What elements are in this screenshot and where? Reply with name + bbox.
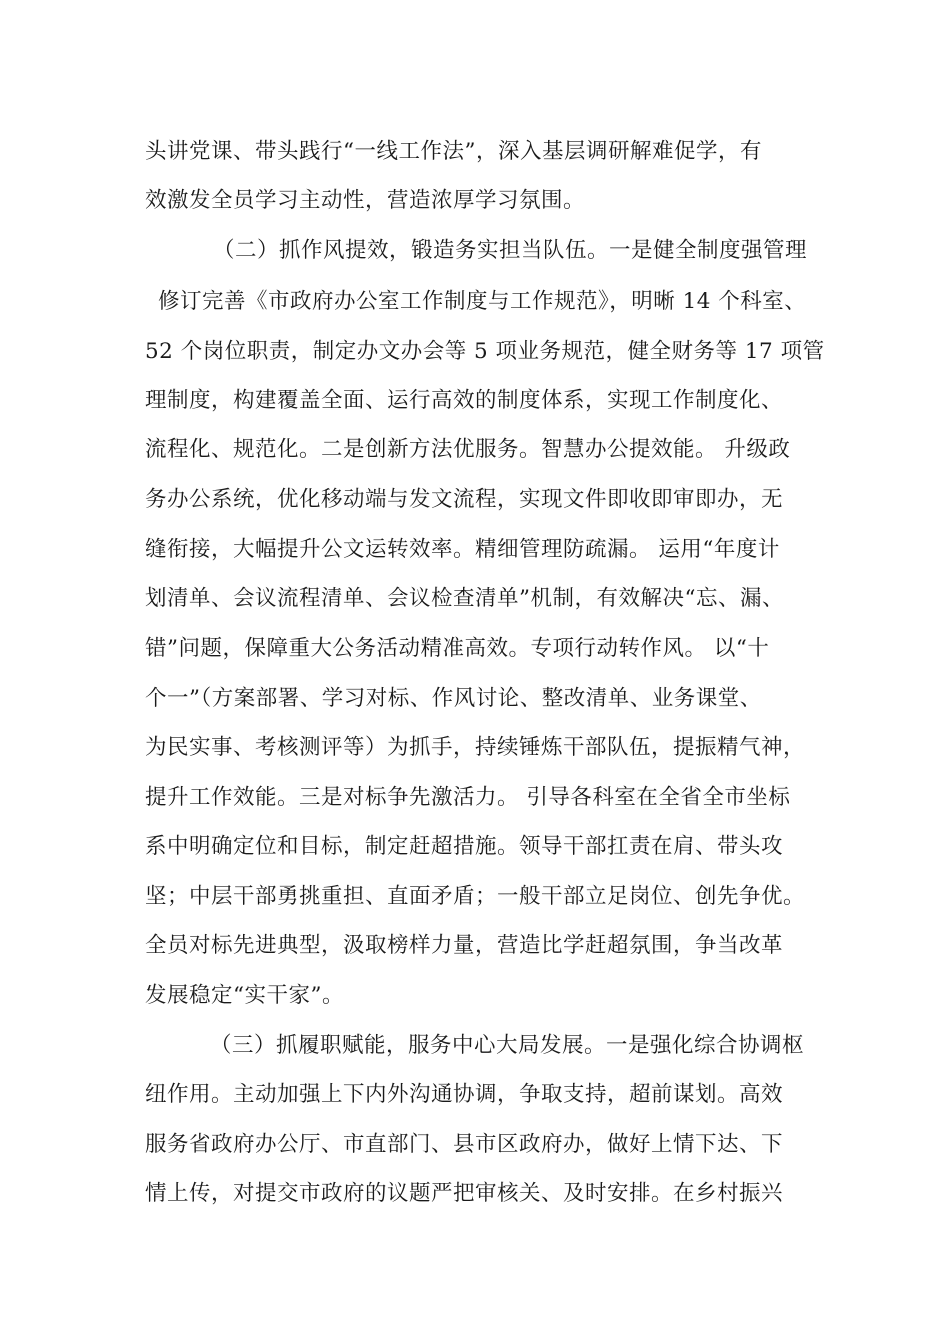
text-line: 发展稳定“实干家”。 [145, 983, 344, 1008]
text-line: 个一”（方案部署、学习对标、作风讨论、整改清单、业务课堂、 [145, 686, 762, 711]
text-line: 纽作用。主动加强上下内外沟通协调，争取支持，超前谋划。高效 [145, 1082, 784, 1107]
text-line: 流程化、规范化。二是创新方法优服务。智慧办公提效能。 升级政 [145, 437, 791, 462]
text-line: 提升工作效能。三是对标争先激活力。 引导各科室在全省全市坐标 [145, 785, 791, 810]
text-line: 服务省政府办公厅、市直部门、县市区政府办，做好上情下达、下 [145, 1132, 784, 1157]
text-line: 系中明确定位和目标，制定赶超措施。领导干部扛责在肩、带头攻 [145, 834, 784, 859]
text-line: 为民实事、考核测评等）为抓手，持续锤炼干部队伍，提振精气神， [145, 735, 806, 760]
text-line: 效激发全员学习主动性，营造浓厚学习氛围。 [145, 188, 586, 213]
paragraph-heading-line: （三）抓履职赋能，服务中心大局发展。一是强化综合协调枢 [210, 1033, 805, 1058]
text-line: 务办公系统，优化移动端与发文流程，实现文件即收即审即办，无 [145, 487, 784, 512]
text-line: 情上传，对提交市政府的议题严把审核关、及时安排。在乡村振兴 [145, 1181, 784, 1206]
text-line: 52 个岗位职责，制定办文办会等 5 项业务规范，健全财务等 17 项管 [145, 339, 825, 364]
text-line: 坚；中层干部勇挑重担、直面矛盾；一般干部立足岗位、创先争优。 [145, 884, 806, 909]
text-line: 错”问题，保障重大公务活动精准高效。专项行动转作风。 以“十 [145, 636, 770, 661]
text-line: 缝衔接，大幅提升公文运转效率。精细管理防疏漏。 运用“年度计 [145, 537, 780, 562]
paragraph-heading-line: （二）抓作风提效，锻造务实担当队伍。一是健全制度强管理 [213, 238, 808, 263]
text-line: 理制度，构建覆盖全面、运行高效的制度体系，实现工作制度化、 [145, 388, 784, 413]
text-line: 头讲党课、带头践行“一线工作法”，深入基层调研解难促学，有 [145, 139, 762, 164]
text-line: 划清单、会议流程清单、会议检查清单”机制，有效解决“忘、漏、 [145, 586, 784, 611]
text-line: 全员对标先进典型，汲取榜样力量，营造比学赶超氛围，争当改革 [145, 933, 784, 958]
text-line: 修订完善《市政府办公室工作制度与工作规范》，明晰 14 个科室、 [158, 289, 807, 314]
